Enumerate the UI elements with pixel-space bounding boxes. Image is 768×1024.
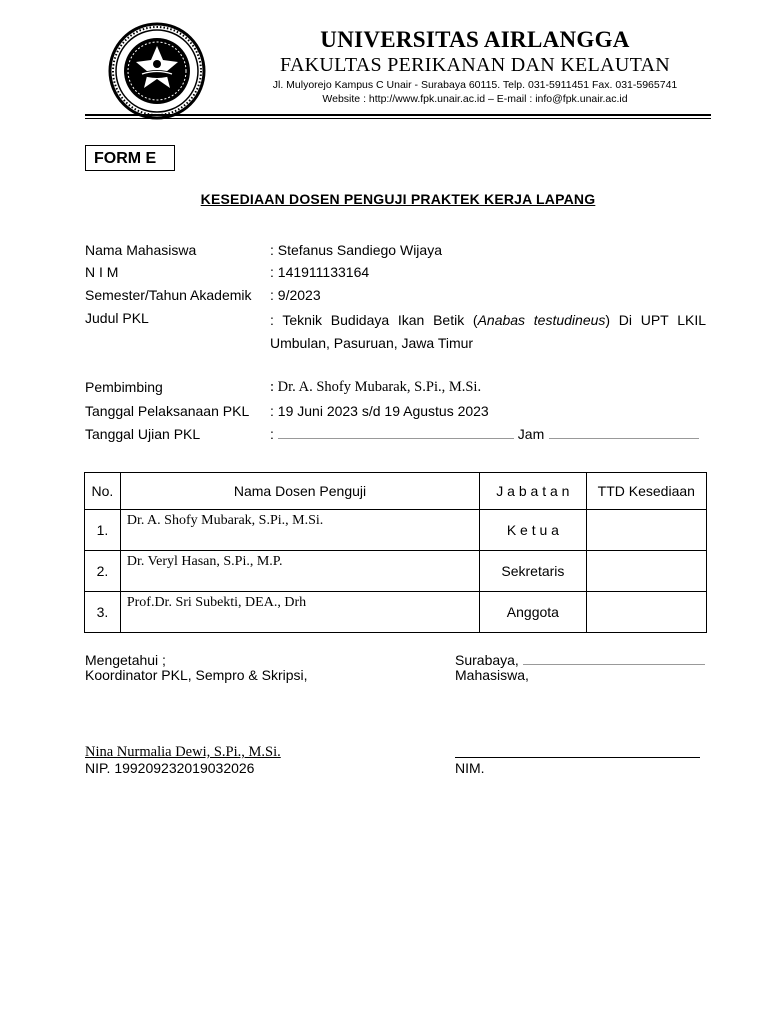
document-title: KESEDIAAN DOSEN PENGUJI PRAKTEK KERJA LAPANG xyxy=(200,191,596,207)
row-nama-dosen: Dr. Veryl Hasan, S.Pi., M.P. xyxy=(120,551,479,592)
header-ttd: TTD Kesediaan xyxy=(586,473,706,510)
mahasiswa-label: Mahasiswa, xyxy=(455,667,529,683)
university-seal-logo xyxy=(108,22,206,120)
header-divider-thick xyxy=(85,114,711,116)
student-signature-line xyxy=(455,757,700,758)
koordinator-name: Nina Nurmalia Dewi, S.Pi., M.Si. xyxy=(85,744,281,760)
judul-pkl-value xyxy=(270,309,706,355)
row-ttd xyxy=(586,510,706,551)
table-row xyxy=(85,551,707,592)
row-jabatan: Sekretaris xyxy=(480,551,586,592)
tanggal-ujian-blank xyxy=(278,426,514,439)
examiner-table xyxy=(84,472,707,633)
table-row xyxy=(85,510,707,551)
form-label: FORM E xyxy=(85,145,175,171)
row-nama-dosen: Dr. A. Shofy Mubarak, S.Pi., M.Si. xyxy=(120,510,479,551)
row-no: 1. xyxy=(85,510,121,551)
jam-label: Jam xyxy=(517,426,545,442)
judul-colon: : xyxy=(270,312,274,328)
faculty-name: FAKULTAS PERIKANAN DAN KELAUTAN xyxy=(280,54,670,76)
header-jabatan: J a b a t a n xyxy=(480,473,586,510)
semester-value: : 9/2023 xyxy=(270,287,321,303)
row-jabatan: Anggota xyxy=(480,592,586,633)
surabaya-date-line xyxy=(455,652,705,668)
nama-mahasiswa-label: Nama Mahasiswa xyxy=(85,242,197,258)
date-blank xyxy=(523,652,705,665)
row-ttd xyxy=(586,551,706,592)
header-no: No. xyxy=(85,473,121,510)
student-nim-label: NIM. xyxy=(455,760,485,776)
nim-value: : 141911133164 xyxy=(270,264,370,280)
pembimbing-value: : Dr. A. Shofy Mubarak, S.Pi., M.Si. xyxy=(270,379,482,395)
table-row xyxy=(85,592,707,633)
pembimbing-label: Pembimbing xyxy=(85,379,163,395)
university-name: UNIVERSITAS AIRLANGGA xyxy=(320,27,630,52)
tanggal-ujian-value xyxy=(270,426,699,442)
koordinator-nip: NIP. 199209232019032026 xyxy=(85,760,255,776)
mengetahui-label: Mengetahui ; xyxy=(85,652,166,668)
jam-blank xyxy=(549,426,699,439)
row-no: 3. xyxy=(85,592,121,633)
tanggal-pelaksanaan-value: : 19 Juni 2023 s/d 19 Agustus 2023 xyxy=(270,403,489,419)
nama-mahasiswa-value: : Stefanus Sandiego Wijaya xyxy=(270,242,442,258)
row-jabatan: K e t u a xyxy=(480,510,586,551)
surabaya-label: Surabaya, xyxy=(455,652,519,668)
header-divider-thin xyxy=(85,118,711,119)
nim-label: N I M xyxy=(85,264,119,280)
faculty-address: Jl. Mulyorejo Kampus C Unair - Surabaya 60115. Telp. 031-5911451 Fax. 031-5965741 xyxy=(272,79,678,91)
judul-text-part1: Teknik Budidaya Ikan Betik ( xyxy=(282,312,478,328)
row-ttd xyxy=(586,592,706,633)
header-nama-dosen: Nama Dosen Penguji xyxy=(120,473,479,510)
row-no: 2. xyxy=(85,551,121,592)
judul-text-part2: ) Di UPT LKIL Umbulan, Pasuruan, Jawa Timur xyxy=(270,312,706,351)
faculty-website-email: Website : http://www.fpk.unair.ac.id – E-mail : info@fpk.unair.ac.id xyxy=(322,93,628,105)
tanggal-ujian-label: Tanggal Ujian PKL xyxy=(85,426,201,442)
semester-label: Semester/Tahun Akademik xyxy=(85,287,252,303)
judul-pkl-label: Judul PKL xyxy=(85,310,149,326)
tanggal-pelaksanaan-label: Tanggal Pelaksanaan PKL xyxy=(85,403,250,419)
koordinator-label: Koordinator PKL, Sempro & Skripsi, xyxy=(85,667,308,683)
table-header-row xyxy=(85,473,707,510)
tanggal-ujian-colon: : xyxy=(270,426,274,442)
judul-species-italic: Anabas testudineus xyxy=(477,312,606,328)
row-nama-dosen: Prof.Dr. Sri Subekti, DEA., Drh xyxy=(120,592,479,633)
